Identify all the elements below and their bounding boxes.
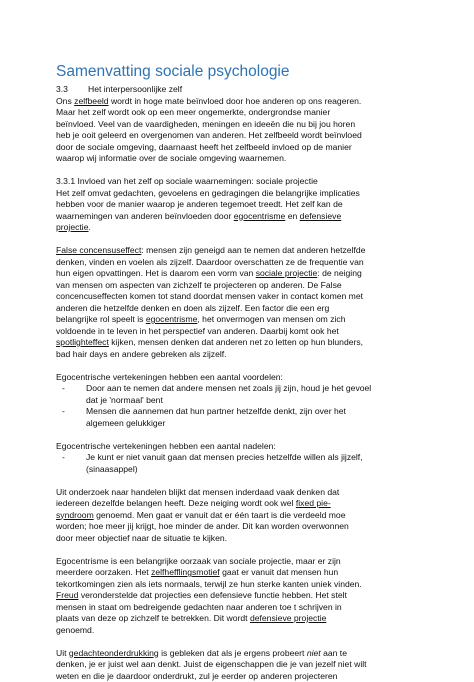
bullet-text: (sinaasappel) (86, 464, 138, 474)
paragraph (56, 188, 426, 234)
text-run: worden; hoe meer jij krijgt, hoe minder de ander. Dit kan worden overwonnen (56, 521, 349, 531)
text-line (56, 625, 426, 637)
text-line (56, 521, 426, 533)
section-number: 3.3 (56, 84, 88, 96)
text-line (56, 579, 426, 591)
underlined-term: defensieve (300, 211, 342, 221)
text-run: Uit (56, 648, 69, 658)
text-run: hebben voor de manier waarop je anderen tegemoet treedt. Het zelf kan de (56, 199, 343, 209)
underlined-term: False concensuseffect (56, 245, 141, 255)
text-line (56, 533, 426, 545)
text-run: voldoende in te leven in het perspectief van anderen. Daarbij komt ook het (56, 326, 339, 336)
text-run: kijken, mensen denken dat anderen net zo letten op hun blunders, (109, 337, 363, 347)
underlined-term: gedachteonderdrukking (69, 648, 159, 658)
underlined-term: fixed pie- (296, 498, 331, 508)
text-run: veronderstelde dat projecties een defensieve functie hebben. Het stelt (78, 590, 347, 600)
text-run: mensen in staat om bedreigende gedachten naar anderen toe t schrijven in (56, 602, 342, 612)
text-run: iedereen dezelfde belangen heeft. Deze neiging wordt ook wel (56, 498, 296, 508)
text-run: gaat er vanuit dat mensen hun (220, 567, 338, 577)
text-line (56, 268, 426, 280)
paragraph (56, 556, 426, 637)
paragraph (56, 245, 426, 360)
underlined-term: zelfhefflingsmotief (151, 567, 220, 577)
text-line (56, 257, 426, 269)
spacer (56, 165, 426, 177)
text-run: door meer objectief naar de situatie te kijken. (56, 533, 227, 543)
section-heading-3-3-1: 3.3.1 Invloed van het zelf op sociale waarnemingen: sociale projectie (56, 176, 426, 188)
underlined-term: zelfbeeld (74, 96, 108, 106)
bullet-continuation (56, 464, 426, 476)
spacer (56, 544, 426, 556)
text-run: denken, vinden en voelen als zijzelf. Daardoor overschatten ze de frequentie van (56, 257, 364, 267)
text-run: hun eigen opvattingen. Het is daarom een vorm van (56, 268, 256, 278)
text-run: aan te (321, 648, 347, 658)
text-run: Ons (56, 96, 74, 106)
text-line (56, 199, 426, 211)
text-run: belangrijke rol speelt is (56, 314, 146, 324)
text-run: weten en die je daardoor onderdrukt, zul je eerder op anderen projecteren (56, 671, 337, 681)
bullet-item (56, 452, 426, 464)
underlined-term: projectie (56, 222, 88, 232)
text-line (56, 314, 426, 326)
bullet-item (56, 383, 426, 395)
text-line (56, 142, 426, 154)
text-line (56, 153, 426, 165)
text-run: waarop wij informatie over de sociale omgeving waarnemen. (56, 153, 286, 163)
text-line (56, 602, 426, 614)
paragraph (56, 96, 426, 165)
bullet-text: Door aan te nemen dat andere mensen net zoals jij zijn, houd je het gevoel (86, 383, 371, 393)
text-run: wordt in hoge mate beïnvloed door hoe anderen op ons reageren. (109, 96, 362, 106)
underlined-term: egocentrisme (146, 314, 198, 324)
spacer (56, 234, 426, 246)
text-line (56, 211, 426, 223)
underlined-term: Freud (56, 590, 78, 600)
bullet-text: dat je 'normaal' bent (86, 395, 163, 405)
advantages-intro: Egocentrische vertekeningen hebben een aantal voordelen: (56, 372, 426, 384)
text-line (56, 659, 426, 671)
underlined-term: egocentrisme (234, 211, 286, 221)
text-line (56, 280, 426, 292)
section-label: Het interpersoonlijke zelf (88, 84, 182, 94)
text-line (56, 291, 426, 303)
underlined-term: syndroom (56, 510, 94, 520)
text-run: genoemd. Men gaat er vanuit dat er één taart is die verdeeld moe (94, 510, 346, 520)
text-line (56, 498, 426, 510)
text-line (56, 222, 426, 234)
text-run: denken, je er juist wel aan denkt. Juist de eigenschappen die je van jezelf niet wilt (56, 659, 367, 669)
disadvantages-intro: Egocentrische vertekeningen hebben een aantal nadelen: (56, 441, 426, 453)
text-line (56, 671, 426, 682)
section-heading-3-3 (56, 84, 426, 96)
text-line (56, 326, 426, 338)
text-line (56, 337, 426, 349)
underlined-term: sociale projectie (256, 268, 318, 278)
text-line (56, 510, 426, 522)
spacer (56, 636, 426, 648)
text-run: waarnemingen van anderen beïnvloeden door (56, 211, 234, 221)
text-run: : mensen zijn geneigd aan te nemen dat anderen hetzelfde (141, 245, 365, 255)
text-line (56, 590, 426, 602)
text-line (56, 613, 426, 625)
text-line (56, 245, 426, 257)
advantages-list (56, 383, 426, 429)
text-run: plaats van deze op zichzelf te betrekken. Dit wordt (56, 613, 250, 623)
bullet-dash: - (62, 452, 65, 464)
bullet-continuation (56, 395, 426, 407)
text-line (56, 96, 426, 108)
text-line (56, 130, 426, 142)
bullet-item (56, 406, 426, 418)
text-line (56, 567, 426, 579)
text-run: en (285, 211, 299, 221)
text-run: tekortkomingen zien als iets normaals, terwijl ze hun sterke kanten uniek vinden. (56, 579, 362, 589)
underlined-term: spotlighteffect (56, 337, 109, 347)
document-content (56, 62, 426, 682)
spacer (56, 360, 426, 372)
text-run: Het zelf omvat gedachten, gevoelens en gedragingen die belangrijke implicaties (56, 188, 360, 198)
bullet-dash: - (62, 406, 65, 418)
bullet-text: Mensen die aannemen dat hun partner hetzelfde denkt, zijn over het (86, 406, 346, 416)
text-run: meerdere oorzaken. Het (56, 567, 151, 577)
disadvantages-list (56, 452, 426, 475)
text-run: genoemd. (56, 625, 94, 635)
text-line (56, 487, 426, 499)
text-run: : de neiging (317, 268, 361, 278)
text-run: . (88, 222, 90, 232)
text-line (56, 119, 426, 131)
bullet-continuation (56, 418, 426, 430)
text-run: is gebleken dat als je ergens probeert (159, 648, 307, 658)
text-run: van mensen om aspecten van zichzelf te projecteren op anderen. De False (56, 280, 342, 290)
underlined-term: defensieve projectie (250, 613, 326, 623)
text-line (56, 107, 426, 119)
page-title: Samenvatting sociale psychologie (56, 62, 426, 82)
text-line (56, 556, 426, 568)
bullet-dash: - (62, 383, 65, 395)
spacer (56, 475, 426, 487)
text-run: Maar het zelf wordt ook op een meer ongemerkte, ondergrondse manier (56, 107, 330, 117)
text-line (56, 303, 426, 315)
spacer (56, 429, 426, 441)
text-run: heb je ooit geleerd en overgenomen van anderen. Het zelfbeeld wordt beïnvloed (56, 130, 362, 140)
paragraph (56, 487, 426, 545)
bullet-text: Je kunt er niet vanuit gaan dat mensen precies hetzelfde willen als jijzelf, (86, 452, 363, 462)
text-run: Uit onderzoek naar handelen blijkt dat mensen inderdaad vaak denken dat (56, 487, 339, 497)
text-line (56, 188, 426, 200)
text-run: anderen die hetzelfde denken en doen als zijzelf. Een factor die een erg (56, 303, 329, 313)
paragraph (56, 648, 426, 682)
text-line (56, 349, 426, 361)
text-run: , het onvermogen van mensen om zich (197, 314, 345, 324)
text-run: bad hair days en andere gebreken als zijzelf. (56, 349, 227, 359)
text-run: Egocentrisme is een belangrijke oorzaak van sociale projectie, maar er zijn (56, 556, 341, 566)
text-line (56, 648, 426, 660)
text-run: door de sociale omgeving, daarnaast heeft het zelfbeeld invloed op de manier (56, 142, 352, 152)
italic-text: niet (307, 648, 321, 658)
text-run: concencuseffecten komen tot stand doordat mensen vaker in contact komen met (56, 291, 363, 301)
bullet-text: algemeen gelukkiger (86, 418, 165, 428)
text-run: beïnvloed. Veel van de vaardigheden, meningen en ideeën die nu bij jou horen (56, 119, 355, 129)
